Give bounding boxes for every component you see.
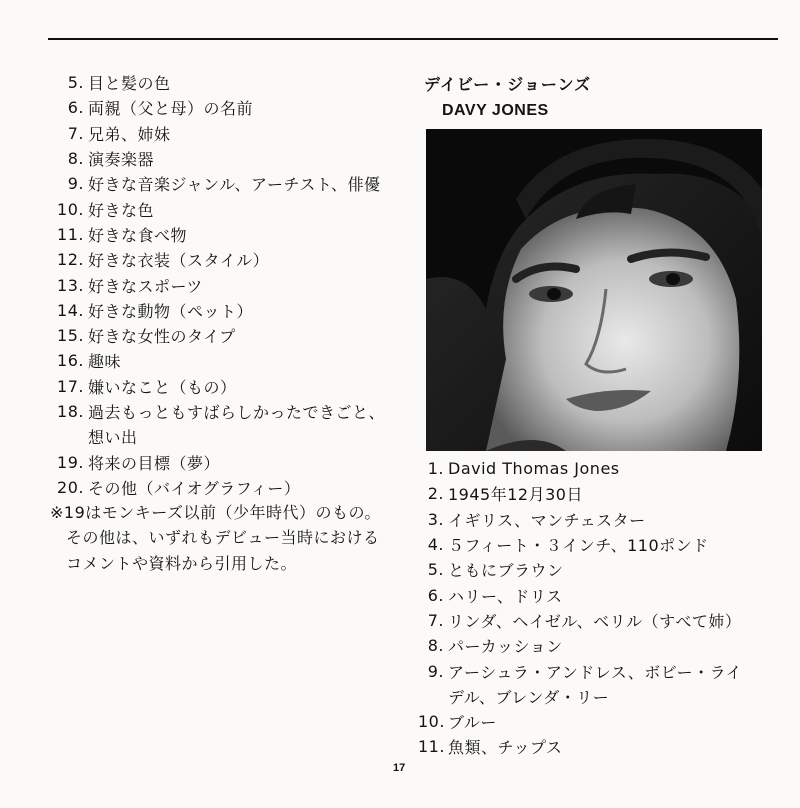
item-number: 9. bbox=[427, 661, 444, 681]
item-number: 10. bbox=[57, 199, 84, 219]
item-text: パーカッション bbox=[448, 637, 563, 657]
list-item-continuation bbox=[50, 424, 400, 449]
item-number: 19. bbox=[57, 452, 84, 472]
list-item bbox=[50, 70, 400, 95]
list-item bbox=[418, 557, 778, 582]
item-text: David Thomas Jones bbox=[448, 459, 620, 479]
item-text: 好きな色 bbox=[88, 200, 155, 220]
list-item bbox=[50, 272, 400, 297]
list-item bbox=[50, 323, 400, 348]
list-item bbox=[50, 222, 400, 247]
item-number: 6. bbox=[67, 98, 84, 118]
list-item bbox=[50, 146, 400, 171]
item-number: 8. bbox=[67, 149, 84, 169]
item-number: 7. bbox=[67, 123, 84, 143]
list-item bbox=[50, 374, 400, 399]
list-item bbox=[418, 608, 778, 633]
item-number: 12. bbox=[57, 250, 84, 270]
item-text: 演奏楽器 bbox=[88, 150, 155, 170]
item-text: 想い出 bbox=[88, 428, 138, 448]
list-item bbox=[50, 121, 400, 146]
list-item bbox=[50, 298, 400, 323]
artist-section bbox=[418, 72, 778, 758]
item-text: 好きな音楽ジャンル、アーチスト、俳優 bbox=[88, 175, 381, 195]
item-number: 11. bbox=[57, 224, 84, 244]
item-text: 将来の目標（夢） bbox=[88, 453, 221, 473]
footnote-line: ※19はモンキーズ以前（少年時代）のもの。 bbox=[50, 503, 381, 523]
page-number: 17 bbox=[393, 762, 406, 774]
item-text: 魚類、チップス bbox=[448, 738, 563, 758]
item-number: 4. bbox=[427, 535, 444, 555]
item-number: 20. bbox=[57, 477, 84, 497]
item-text: ブルー bbox=[448, 713, 497, 733]
item-number: 14. bbox=[57, 300, 84, 320]
artist-portrait-photo bbox=[426, 129, 762, 451]
list-item bbox=[50, 95, 400, 120]
item-text: 好きな衣装（スタイル） bbox=[88, 251, 270, 271]
list-item bbox=[418, 633, 778, 658]
item-number: 8. bbox=[427, 636, 444, 656]
list-item bbox=[418, 532, 778, 557]
list-item bbox=[50, 348, 400, 373]
item-text: 好きな女性のタイプ bbox=[88, 327, 236, 347]
item-number: 10. bbox=[418, 712, 445, 732]
item-text: 好きな食べ物 bbox=[88, 225, 188, 245]
item-number: 13. bbox=[57, 275, 84, 295]
item-text: その他（バイオグラフィー） bbox=[88, 478, 301, 498]
item-text: 両親（父と母）の名前 bbox=[88, 99, 254, 119]
footnote-line: コメントや資料から引用した。 bbox=[66, 553, 298, 573]
list-item bbox=[418, 709, 778, 734]
item-number: 5. bbox=[67, 73, 84, 93]
item-number: 7. bbox=[427, 610, 444, 630]
item-number: 5. bbox=[427, 560, 444, 580]
artist-english-name: DAVY JONES bbox=[442, 102, 549, 119]
item-text: 好きな動物（ペット） bbox=[88, 301, 254, 321]
item-text: リンダ、ヘイゼル、ベリル（すべて姉） bbox=[448, 611, 742, 631]
item-text: 1945年12月30日 bbox=[448, 485, 583, 505]
item-number: 11. bbox=[418, 737, 445, 757]
list-item bbox=[50, 247, 400, 272]
footnote-line: その他は、いずれもデビュー当時における bbox=[66, 528, 380, 548]
item-number: 6. bbox=[427, 585, 444, 605]
item-text: イギリス、マンチェスター bbox=[448, 510, 646, 530]
item-text: 嫌いなこと（もの） bbox=[88, 377, 237, 397]
item-text: 目と髪の色 bbox=[88, 74, 171, 94]
item-number: 2. bbox=[427, 484, 444, 504]
list-item bbox=[418, 456, 778, 481]
item-number: 1. bbox=[427, 459, 444, 479]
item-text: 好きなスポーツ bbox=[88, 276, 203, 296]
item-text: ５フィート・３インチ、110ポンド bbox=[448, 536, 709, 556]
portrait-illustration bbox=[426, 129, 762, 451]
item-number: 3. bbox=[427, 509, 444, 529]
list-item bbox=[50, 449, 400, 474]
item-number: 16. bbox=[57, 351, 84, 371]
list-item bbox=[50, 171, 400, 196]
list-item bbox=[50, 475, 400, 500]
list-item bbox=[418, 734, 778, 759]
artist-kana-name: デイビー・ジョーンズ bbox=[424, 75, 592, 94]
item-text: 兄弟、姉妹 bbox=[88, 124, 171, 144]
item-text: ともにブラウン bbox=[448, 561, 564, 581]
item-number: 9. bbox=[67, 174, 84, 194]
list-item bbox=[50, 196, 400, 221]
item-text: アーシュラ・アンドレス、ボビー・ライ bbox=[448, 662, 743, 682]
item-number: 17. bbox=[57, 376, 84, 396]
profile-answers bbox=[418, 456, 778, 760]
top-rule bbox=[48, 38, 778, 40]
item-number: 18. bbox=[57, 402, 84, 421]
list-item bbox=[418, 507, 778, 532]
list-item-continuation bbox=[418, 684, 778, 709]
item-text: 過去もっともすばらしかったできごと、 bbox=[88, 403, 386, 422]
questions-list bbox=[50, 70, 400, 576]
item-number: 15. bbox=[57, 326, 84, 346]
list-item bbox=[418, 481, 778, 506]
list-item bbox=[50, 399, 400, 424]
item-text: ハリー、ドリス bbox=[448, 586, 563, 606]
list-item bbox=[418, 658, 778, 683]
item-text: デル、ブレンダ・リー bbox=[448, 687, 610, 707]
list-item bbox=[418, 582, 778, 607]
item-text: 趣味 bbox=[88, 352, 122, 372]
